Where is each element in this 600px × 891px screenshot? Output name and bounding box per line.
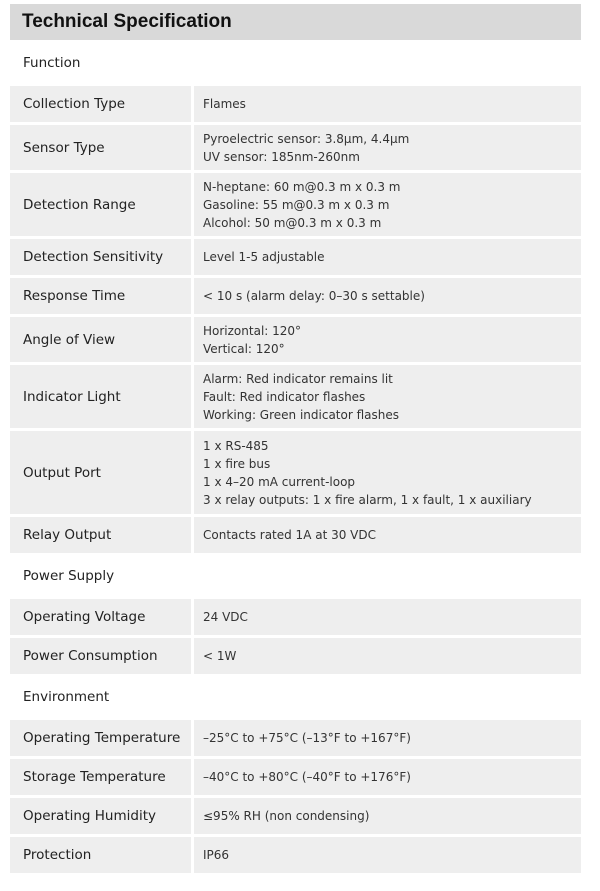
spec-label: Output Port — [10, 431, 191, 514]
spec-label: Storage Temperature — [10, 759, 191, 795]
spec-value-line: Vertical: 120° — [203, 341, 285, 356]
spec-value — [194, 720, 581, 756]
spec-value — [194, 278, 581, 314]
technical-specification-table — [10, 4, 581, 873]
spec-value-line: 1 x RS-485 — [203, 438, 269, 453]
spec-value-line: Fault: Red indicator flashes — [203, 389, 366, 404]
spec-value-line: –40°C to +80°C (–40°F to +176°F) — [203, 770, 411, 784]
spec-value-line: 1 x fire bus — [203, 456, 271, 471]
spec-value-line: N-heptane: 60 m@0.3 m x 0.3 m — [203, 179, 401, 194]
spec-value — [194, 86, 581, 122]
spec-value — [194, 759, 581, 795]
spec-label: Operating Temperature — [10, 720, 191, 756]
spec-value — [194, 125, 581, 170]
spec-value-line: Contacts rated 1A at 30 VDC — [203, 528, 377, 542]
spec-value — [194, 638, 581, 674]
spec-rows — [10, 43, 581, 873]
spec-value-line: Gasoline: 55 m@0.3 m x 0.3 m — [203, 197, 390, 212]
section-header-function: Function — [10, 43, 581, 83]
spec-label: Response Time — [10, 278, 191, 314]
spec-value-line: < 1W — [203, 649, 237, 663]
spec-label: Collection Type — [10, 86, 191, 122]
spec-value-line: UV sensor: 185nm-260nm — [203, 149, 360, 164]
spec-value — [194, 365, 581, 428]
spec-value-line: Alcohol: 50 m@0.3 m x 0.3 m — [203, 215, 382, 230]
spec-row-protection — [10, 837, 581, 873]
spec-value — [194, 239, 581, 275]
spec-row-indicator-light — [10, 365, 581, 428]
spec-label: Sensor Type — [10, 125, 191, 170]
spec-value — [194, 599, 581, 635]
spec-row-response-time — [10, 278, 581, 314]
spec-row-detection-sensitivity — [10, 239, 581, 275]
spec-label: Detection Range — [10, 173, 191, 236]
spec-row-storage-temperature — [10, 759, 581, 795]
spec-label: Protection — [10, 837, 191, 873]
spec-row-collection-type — [10, 86, 581, 122]
spec-value-line: Working: Green indicator flashes — [203, 407, 399, 422]
spec-value — [194, 173, 581, 236]
spec-label: Relay Output — [10, 517, 191, 553]
spec-value — [194, 431, 581, 514]
spec-row-power-consumption — [10, 638, 581, 674]
spec-row-sensor-type — [10, 125, 581, 170]
spec-row-relay-output — [10, 517, 581, 553]
spec-row-operating-temperature — [10, 720, 581, 756]
spec-value — [194, 837, 581, 873]
spec-value — [194, 798, 581, 834]
spec-label: Power Consumption — [10, 638, 191, 674]
spec-value-line: Horizontal: 120° — [203, 323, 302, 338]
spec-label: Operating Voltage — [10, 599, 191, 635]
spec-value-line: Alarm: Red indicator remains lit — [203, 371, 393, 386]
spec-label: Indicator Light — [10, 365, 191, 428]
spec-value-line: Pyroelectric sensor: 3.8µm, 4.4µm — [203, 131, 410, 146]
spec-row-operating-voltage — [10, 599, 581, 635]
spec-row-output-port — [10, 431, 581, 514]
page-title: Technical Specification — [22, 11, 232, 32]
spec-value-line: Level 1-5 adjustable — [203, 250, 325, 264]
spec-value-line: 24 VDC — [203, 610, 248, 624]
spec-value — [194, 317, 581, 362]
spec-row-operating-humidity — [10, 798, 581, 834]
spec-value — [194, 517, 581, 553]
spec-value-line: –25°C to +75°C (–13°F to +167°F) — [203, 731, 411, 745]
section-header-power-supply: Power Supply — [10, 556, 581, 596]
spec-value-line: 3 x relay outputs: 1 x fire alarm, 1 x fault, 1 x auxiliary — [203, 492, 532, 507]
spec-row-angle-of-view — [10, 317, 581, 362]
spec-label: Operating Humidity — [10, 798, 191, 834]
spec-value-line: < 10 s (alarm delay: 0–30 s settable) — [203, 289, 425, 303]
spec-value-line: Flames — [203, 97, 246, 111]
section-header-environment: Environment — [10, 677, 581, 717]
spec-label: Detection Sensitivity — [10, 239, 191, 275]
title-bar — [10, 4, 581, 40]
spec-value-line: 1 x 4–20 mA current-loop — [203, 474, 356, 489]
spec-value-line: ≤95% RH (non condensing) — [203, 809, 370, 823]
spec-label: Angle of View — [10, 317, 191, 362]
spec-value-line: IP66 — [203, 848, 230, 862]
spec-row-detection-range — [10, 173, 581, 236]
